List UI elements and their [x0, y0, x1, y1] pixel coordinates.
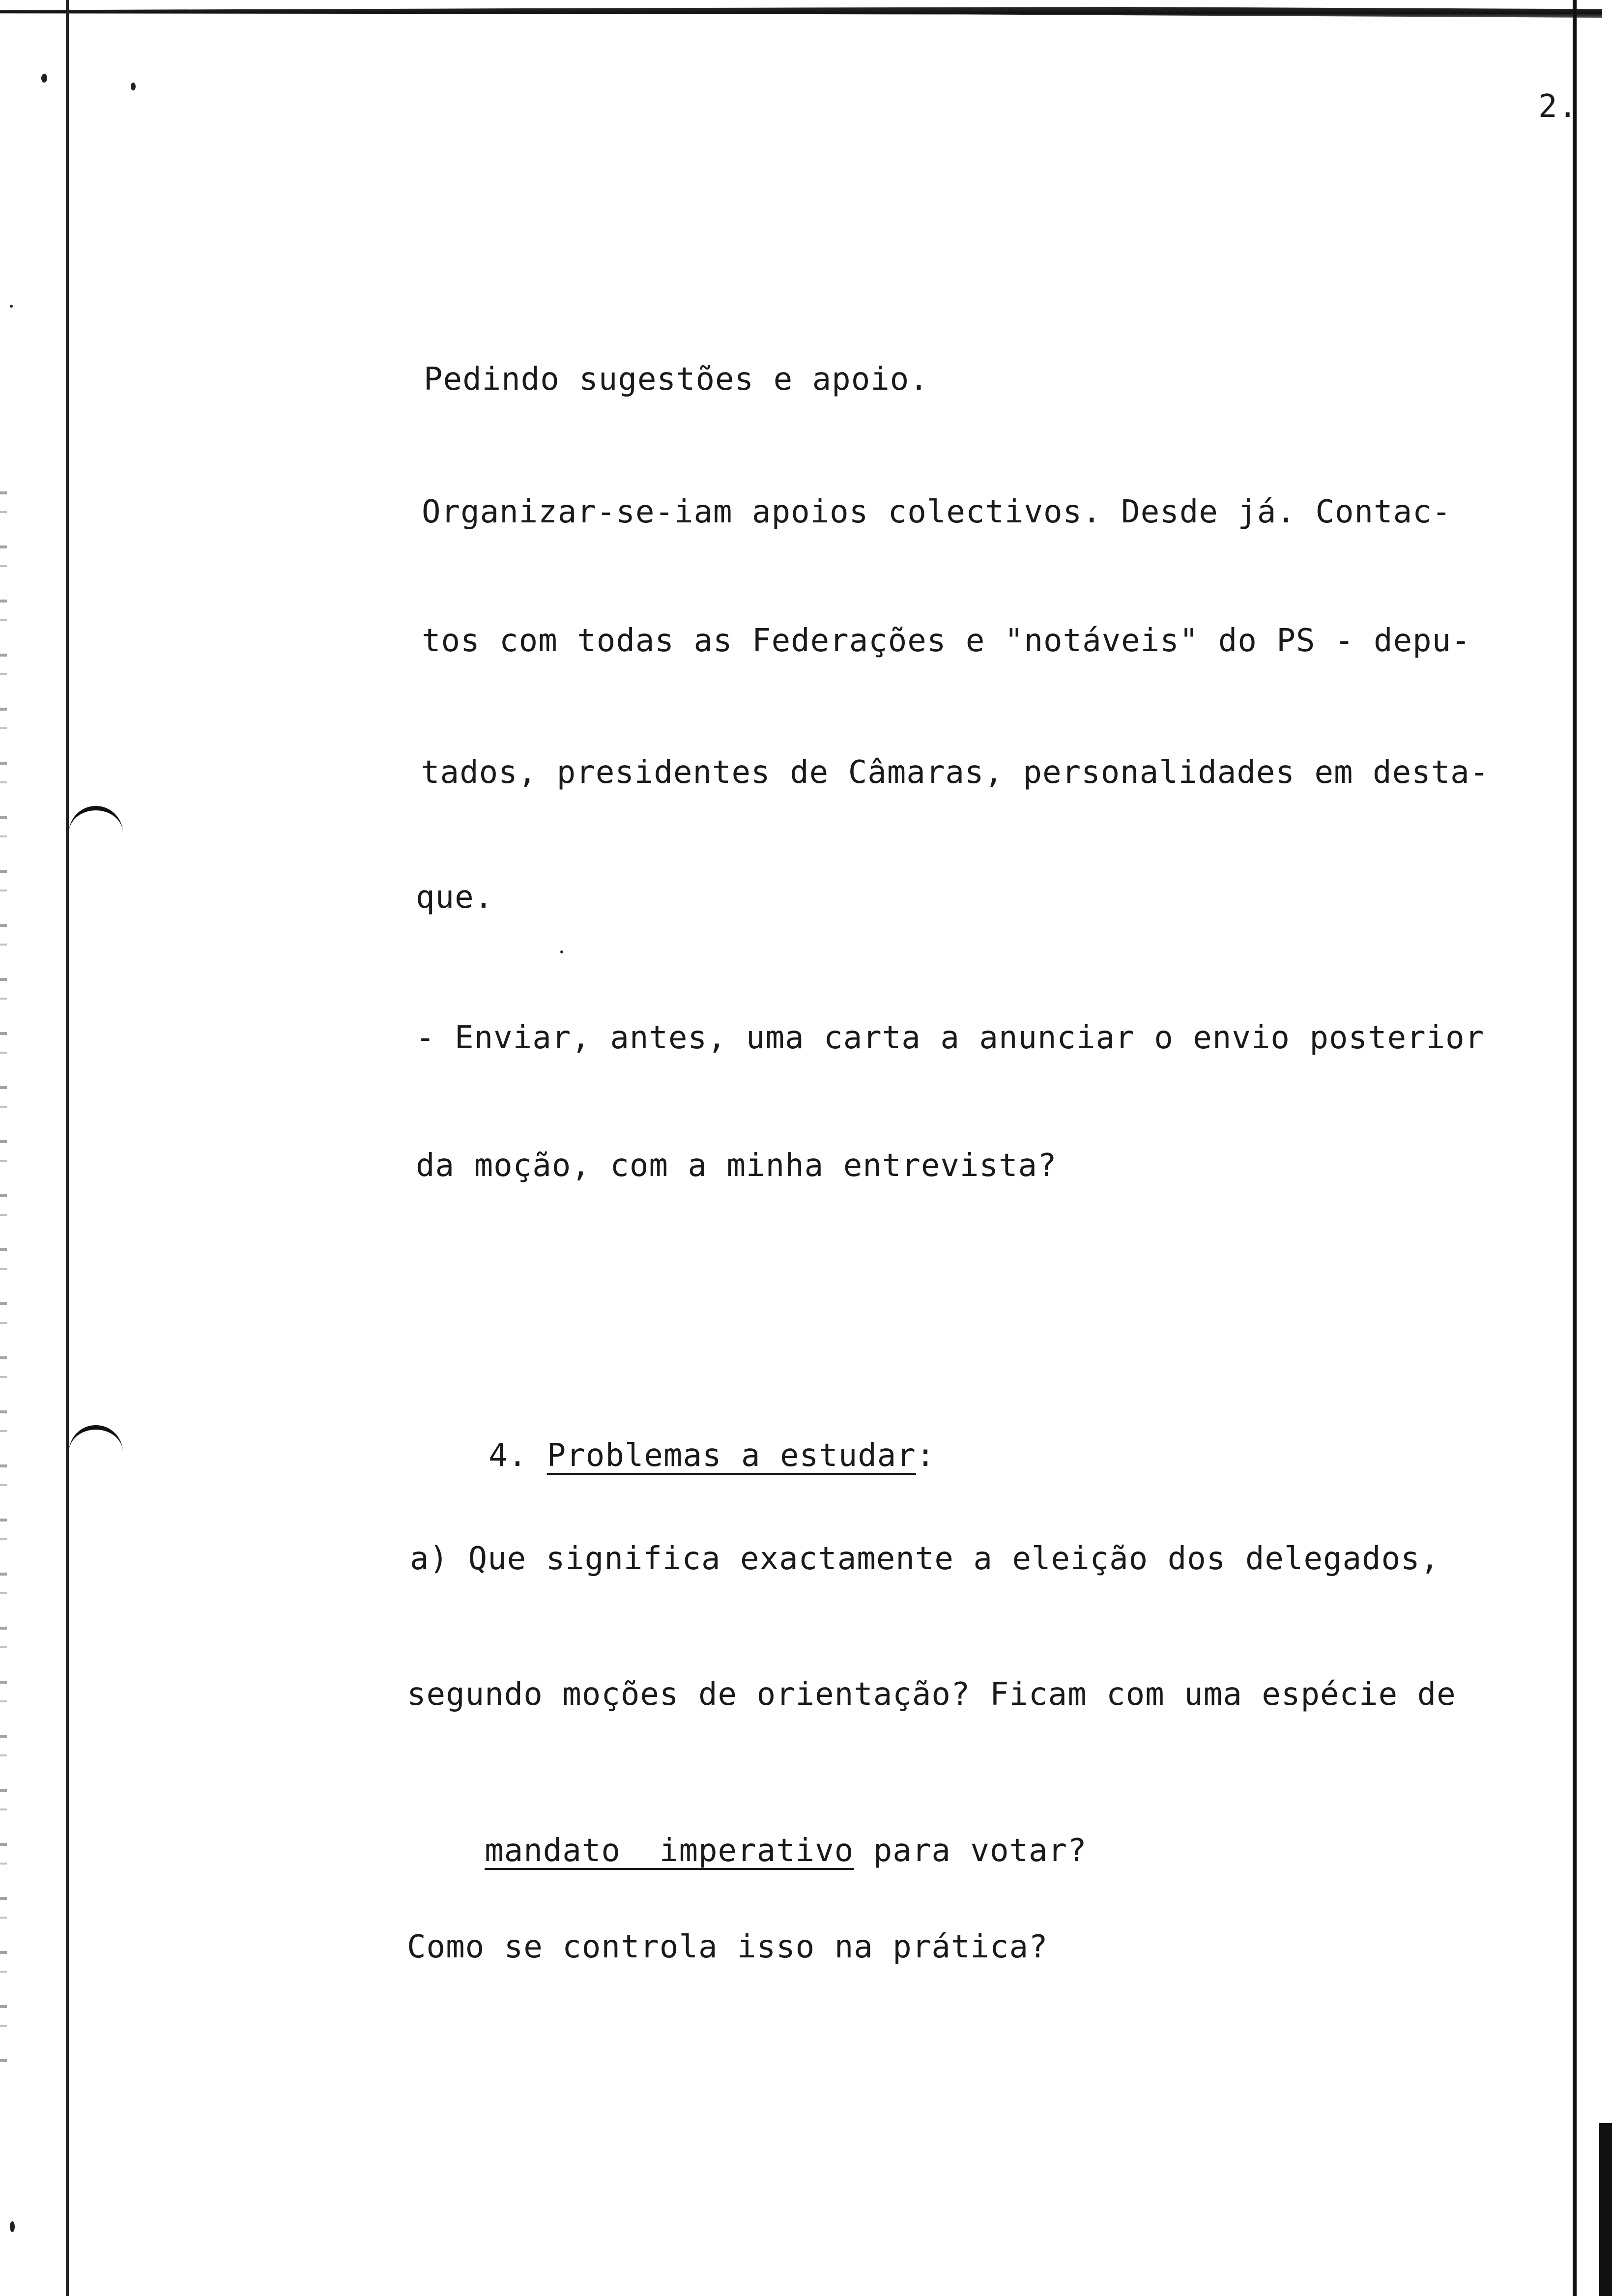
text-line: Pedindo sugestões e apoio. — [424, 361, 929, 398]
section-title: Problemas a estudar — [547, 1437, 916, 1474]
binder-hole-mark-upper — [69, 806, 123, 840]
section-number: 4. — [489, 1437, 547, 1474]
text-line — [407, 1804, 1087, 1898]
scan-right-edge-shadow — [1599, 2123, 1612, 2296]
scan-top-edge — [0, 7, 1602, 18]
binder-hole-mark-lower — [69, 1425, 123, 1459]
scan-left-edge-artifact — [0, 491, 7, 2064]
underlined-phrase: mandato imperativo — [485, 1833, 854, 1869]
scan-speck — [131, 83, 136, 90]
text-line: segundo moções de orientação? Ficam com uma espécie de — [407, 1676, 1456, 1713]
scan-left-margin-line — [66, 0, 69, 2296]
scan-speck — [10, 305, 13, 308]
text-line: Como se controla isso na prática? — [407, 1929, 1048, 1965]
page-number: 2. — [1538, 88, 1579, 125]
text-line: da moção, com a minha entrevista? — [416, 1148, 1057, 1184]
scan-speck — [560, 950, 563, 953]
text-line: Organizar-se-iam apoios colectivos. Desde já. Contac- — [422, 494, 1452, 530]
text-line: tos com todas as Federações e "notáveis" do PS - depu- — [422, 623, 1471, 659]
scan-speck — [10, 2221, 15, 2232]
section-heading — [411, 1408, 935, 1503]
section-colon: : — [916, 1437, 936, 1474]
line-rest: para votar? — [854, 1833, 1087, 1869]
text-line: que. — [416, 879, 494, 916]
scan-speck — [41, 74, 47, 83]
text-line: a) Que significa exactamente a eleição dos delegados, — [410, 1541, 1440, 1577]
scan-right-edge-line — [1573, 0, 1577, 2296]
text-line: - Enviar, antes, uma carta a anunciar o envio posterior — [416, 1020, 1485, 1056]
text-line: tados, presidentes de Câmaras, personalidades em desta- — [421, 754, 1490, 791]
